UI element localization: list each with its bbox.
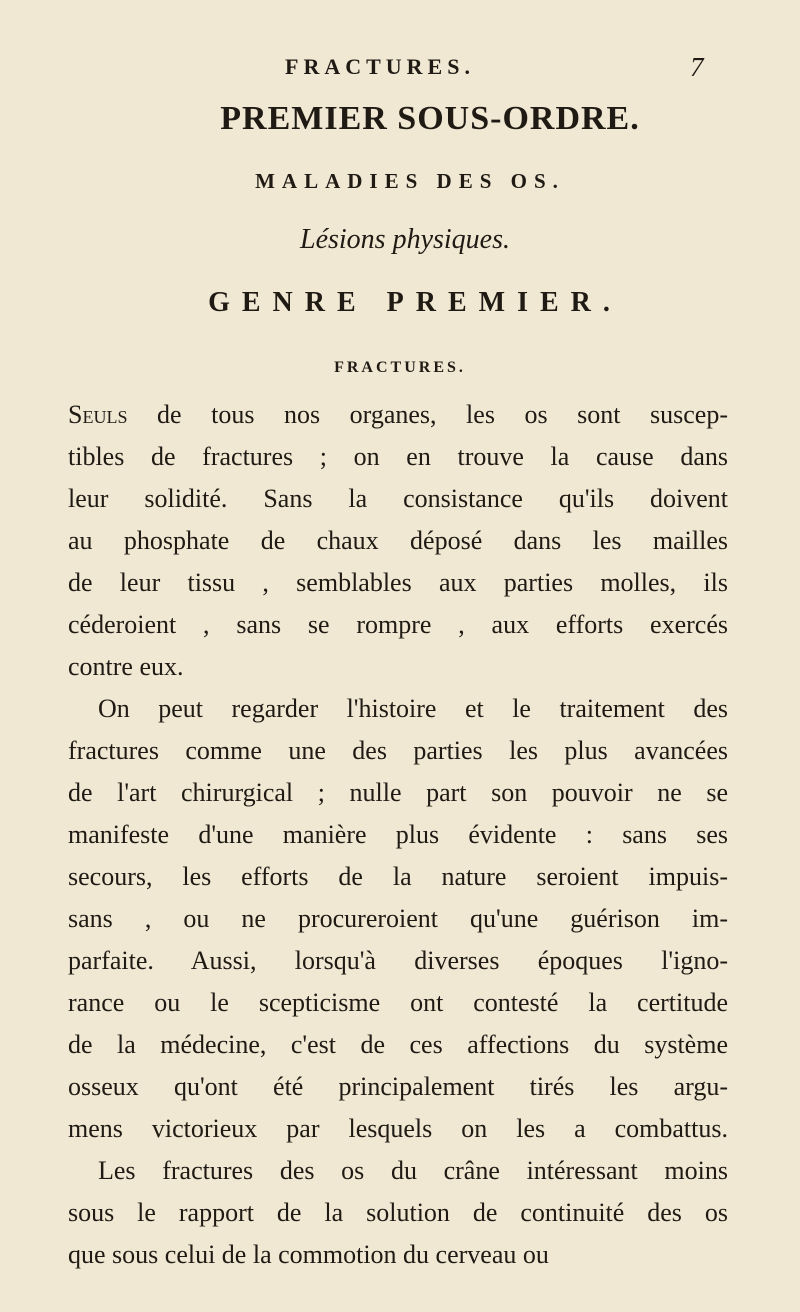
text-line: sans , ou ne procureroient qu'une guérison im-: [68, 904, 728, 933]
text-line: que sous celui de la commotion du cerveau ou: [68, 1240, 549, 1269]
running-head: [0, 54, 800, 84]
text-line: rance ou le scepticisme ont contesté la certitude: [68, 988, 728, 1017]
class-heading: MALADIES DES OS.: [255, 169, 565, 193]
text-line: osseux qu'ont été principalement tirés les argu-: [68, 1072, 728, 1101]
text-line: Les fractures des os du crâne intéressant moins: [98, 1156, 728, 1185]
text-line: parfaite. Aussi, lorsqu'à diverses époques l'igno-: [68, 946, 728, 975]
subsection-heading: Lésions physiques.: [300, 224, 510, 255]
genre-heading: GENRE PREMIER.: [208, 287, 622, 318]
text-line: tibles de fractures ; on en trouve la cause dans: [68, 442, 728, 471]
text-line: contre eux.: [68, 652, 184, 681]
running-title: FRACTURES.: [285, 54, 475, 79]
text-line: au phosphate de chaux déposé dans les mailles: [68, 526, 728, 555]
body-text: [68, 394, 728, 1276]
opening-word: Seuls: [68, 400, 128, 429]
text-line: fractures comme une des parties les plus avancées: [68, 736, 728, 765]
text-line: manifeste d'une manière plus évidente : sans ses: [68, 820, 728, 849]
text-line: de la médecine, c'est de ces affections du système: [68, 1030, 728, 1059]
page-number: 7: [690, 52, 704, 82]
text-line: mens victorieux par lesquels on les a combattus.: [68, 1114, 728, 1143]
text-line: céderoient , sans se rompre , aux efforts exercés: [68, 610, 728, 639]
text-line: On peut regarder l'histoire et le traitement des: [98, 694, 728, 723]
text-line: Seuls de tous nos organes, les os sont suscep-: [68, 400, 728, 429]
text-line: de leur tissu , semblables aux parties molles, ils: [68, 568, 728, 597]
order-heading: PREMIER SOUS-ORDRE.: [220, 100, 640, 137]
text-line: leur solidité. Sans la consistance qu'ils doivent: [68, 484, 728, 513]
text-line: sous le rapport de la solution de continuité des os: [68, 1198, 728, 1227]
text-line: de l'art chirurgical ; nulle part son pouvoir ne se: [68, 778, 728, 807]
topic-heading: FRACTURES.: [334, 359, 466, 376]
text-line: secours, les efforts de la nature seroient impuis-: [68, 862, 728, 891]
